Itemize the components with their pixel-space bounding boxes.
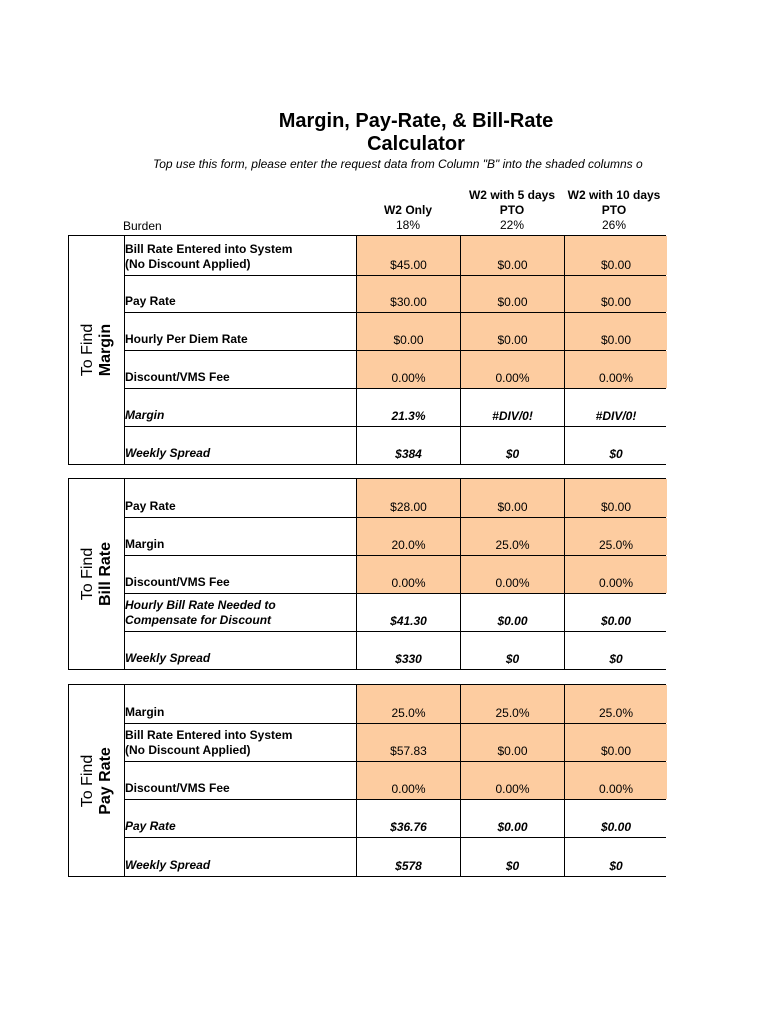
input-cell[interactable]: 25.0% <box>565 685 667 723</box>
column-burden: 22% <box>499 218 525 232</box>
input-cell[interactable]: $0.00 <box>565 313 667 350</box>
row-label: Discount/VMS Fee <box>124 556 357 593</box>
row-label: Pay Rate <box>124 800 357 837</box>
row-label: Pay Rate <box>124 276 357 312</box>
table-row <box>124 800 665 838</box>
row-label: Weekly Spread <box>124 632 357 669</box>
input-cell[interactable]: 25.0% <box>565 518 667 555</box>
burden-label: Burden <box>123 219 162 233</box>
result-cell: $0.00 <box>461 594 565 631</box>
side-label-line2: Bill Rate <box>96 541 114 607</box>
input-cell[interactable]: $0.00 <box>461 276 565 312</box>
table-row <box>124 594 665 632</box>
section-side-label <box>69 479 125 669</box>
row-label: Pay Rate <box>124 479 357 517</box>
input-cell[interactable]: $0.00 <box>461 313 565 350</box>
result-cell: $0.00 <box>565 594 667 631</box>
input-cell[interactable]: 0.00% <box>357 556 461 593</box>
table-row <box>124 762 665 800</box>
input-cell[interactable]: $0.00 <box>461 724 565 761</box>
column-burden: 26% <box>601 218 627 232</box>
column-header-line2: W2 Only <box>383 203 432 217</box>
input-cell[interactable]: 0.00% <box>357 351 461 388</box>
side-label-line1: To Find <box>78 323 96 377</box>
input-cell[interactable]: $0.00 <box>565 479 667 517</box>
input-cell[interactable]: 25.0% <box>461 518 565 555</box>
section-side-label <box>69 685 125 876</box>
result-cell: $0 <box>565 632 667 669</box>
side-label-line1: To Find <box>78 547 96 601</box>
input-cell[interactable]: $57.83 <box>357 724 461 761</box>
input-cell[interactable]: $0.00 <box>357 313 461 350</box>
page-title: Margin, Pay-Rate, & Bill-Rate <box>278 110 554 132</box>
table-row <box>124 838 665 876</box>
input-cell[interactable]: 0.00% <box>461 351 565 388</box>
input-cell[interactable]: 0.00% <box>461 762 565 799</box>
row-label: Hourly Bill Rate Needed to Compensate for Discount <box>124 594 357 631</box>
input-cell[interactable]: 0.00% <box>565 351 667 388</box>
result-cell: $384 <box>357 427 461 464</box>
column-burden: 18% <box>395 218 421 232</box>
table-row <box>124 427 665 464</box>
row-label: Weekly Spread <box>124 427 357 464</box>
table-row <box>124 389 665 427</box>
input-cell[interactable]: 0.00% <box>461 556 565 593</box>
result-cell: $578 <box>357 838 461 876</box>
result-cell: $0.00 <box>461 800 565 837</box>
result-cell: $0 <box>565 838 667 876</box>
column-header-line2: PTO <box>601 203 627 217</box>
table-row <box>124 685 665 724</box>
input-cell[interactable]: $30.00 <box>357 276 461 312</box>
input-cell[interactable]: 0.00% <box>565 762 667 799</box>
input-cell[interactable]: 0.00% <box>565 556 667 593</box>
result-cell: $0 <box>565 427 667 464</box>
row-label: Discount/VMS Fee <box>124 762 357 799</box>
table-row <box>124 556 665 594</box>
input-cell[interactable]: $0.00 <box>565 724 667 761</box>
page-title-line2: Calculator <box>367 133 465 155</box>
result-cell: $0 <box>461 427 565 464</box>
side-label-line1: To Find <box>78 754 96 807</box>
result-cell: $41.30 <box>357 594 461 631</box>
row-label: Bill Rate Entered into System (No Discount Applied) <box>124 724 357 761</box>
input-cell[interactable]: $0.00 <box>565 276 667 312</box>
row-label: Weekly Spread <box>124 838 357 876</box>
input-cell[interactable]: $0.00 <box>461 479 565 517</box>
table-row <box>124 276 665 313</box>
input-cell[interactable]: 25.0% <box>357 685 461 723</box>
instructions-text: Top use this form, please enter the request data from Column "B" into the shaded columns o <box>153 157 643 171</box>
side-label-line2: Pay Rate <box>96 746 114 815</box>
row-label: Hourly Per Diem Rate <box>124 313 357 350</box>
input-cell[interactable]: 0.00% <box>357 762 461 799</box>
column-header-w2-only <box>356 203 460 233</box>
input-cell[interactable]: 25.0% <box>461 685 565 723</box>
calculator-section <box>68 478 666 670</box>
calculator-section <box>68 684 666 877</box>
section-side-label <box>69 236 125 464</box>
result-cell: $0.00 <box>565 800 667 837</box>
result-cell: #DIV/0! <box>565 389 667 426</box>
input-cell[interactable]: $0.00 <box>565 236 667 275</box>
calculator-section <box>68 235 666 465</box>
column-header-line1: W2 with 10 days <box>567 188 661 202</box>
table-row <box>124 518 665 556</box>
column-header-line2: PTO <box>499 203 525 217</box>
table-row <box>124 724 665 762</box>
column-header-w2-10days <box>562 188 666 233</box>
row-label: Margin <box>124 685 357 723</box>
table-row <box>124 351 665 389</box>
column-header-line1: W2 with 5 days <box>468 188 556 202</box>
result-cell: $0 <box>461 632 565 669</box>
result-cell: $330 <box>357 632 461 669</box>
result-cell: #DIV/0! <box>461 389 565 426</box>
input-cell[interactable]: $0.00 <box>461 236 565 275</box>
input-cell[interactable]: $45.00 <box>357 236 461 275</box>
row-label: Margin <box>124 518 357 555</box>
side-label-line2: Margin <box>96 323 114 377</box>
table-row <box>124 236 665 276</box>
table-row <box>124 479 665 518</box>
result-cell: $36.76 <box>357 800 461 837</box>
row-label: Discount/VMS Fee <box>124 351 357 388</box>
row-label: Margin <box>124 389 357 426</box>
table-row <box>124 632 665 669</box>
result-cell: 21.3% <box>357 389 461 426</box>
row-label: Bill Rate Entered into System (No Discount Applied) <box>124 236 357 275</box>
input-cell[interactable]: $28.00 <box>357 479 461 517</box>
result-cell: $0 <box>461 838 565 876</box>
input-cell[interactable]: 20.0% <box>357 518 461 555</box>
table-row <box>124 313 665 351</box>
column-header-w2-5days <box>460 188 564 233</box>
